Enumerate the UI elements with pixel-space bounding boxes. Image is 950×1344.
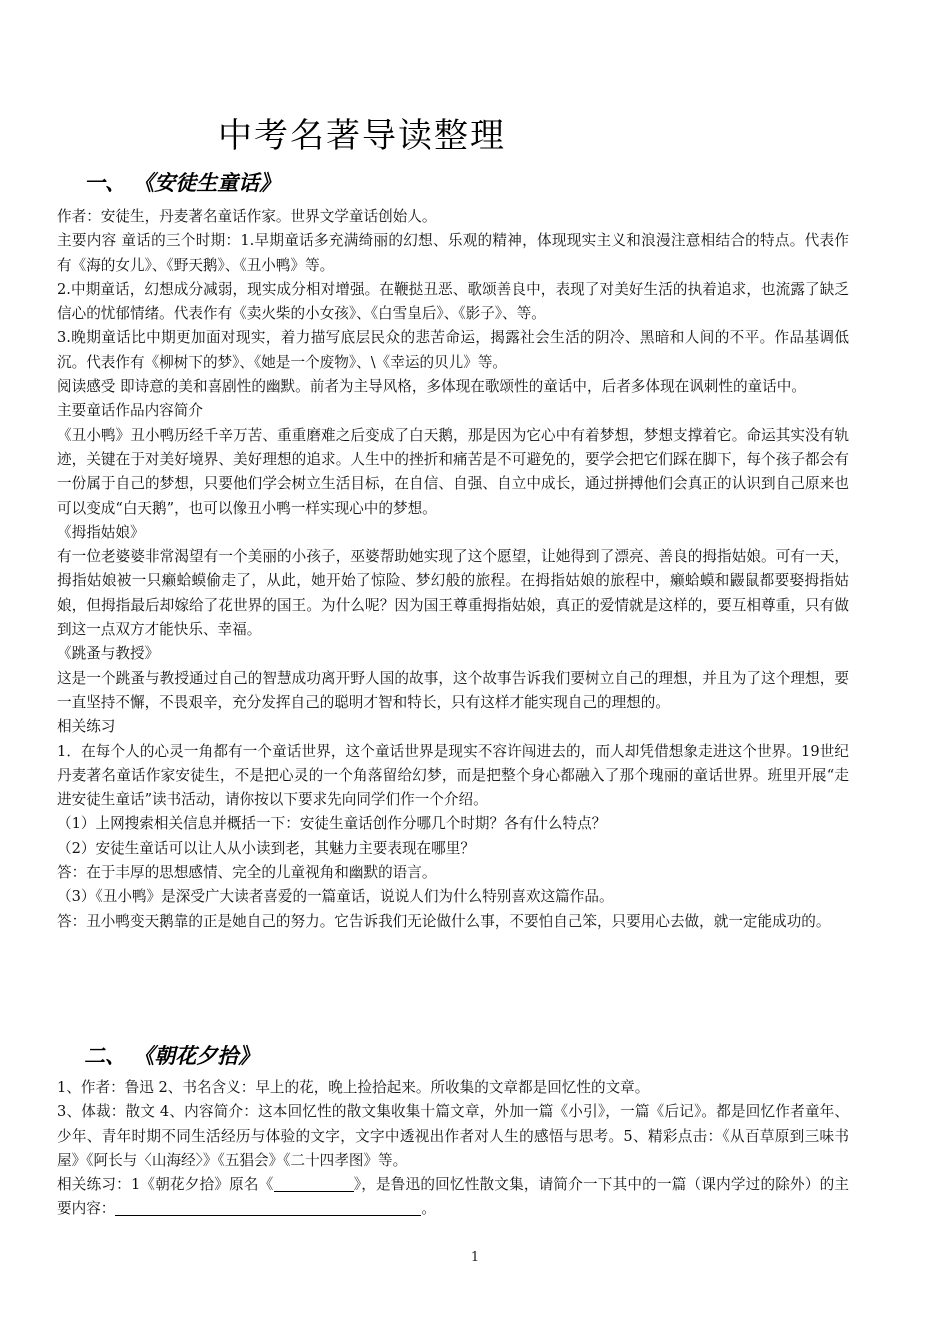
- paragraph: （2）安徒生童话可以让人从小读到老，其魅力主要表现在哪里？: [57, 839, 475, 857]
- section-2-body: [57, 1076, 849, 1222]
- paragraph: （3）《丑小鸭》是深受广大读者喜爱的一篇童话，说说人们为什么特别喜欢这篇作品。: [57, 888, 614, 906]
- paragraph: 答：在于丰厚的思想感情、完全的儿童视角和幽默的语言。: [57, 864, 437, 882]
- paragraph: 3、体裁：散文 4、内容简介：这本回忆性的散文集收集十篇文章，外加一篇《小引》，一篇《后记》。都是回忆作者童年、少年、青年时期不同生活经历与体验的文字，文字中透视出作者对人生的感悟与思考。5、精彩点击：《从百草原到三味书屋》《阿长与〈山海经〉》《五猖会》《二十四孝图》等。: [57, 1103, 849, 1169]
- paragraph: 1．在每个人的心灵一角都有一个童话世界，这个童话世界是现实不容许闯进去的，而人却凭借想象走进这个世界。19世纪丹麦著名童话作家安徒生，不是把心灵的一个角落留给幻梦，而是把整个身心都融入了那个瑰丽的童话世界。班里开展“走进安徒生童话”读书活动，请你按以下要求先向同学们作一个介绍。: [57, 742, 849, 809]
- section-1-heading: 一、 《安徒生童话》: [84, 170, 281, 195]
- paragraph: 这是一个跳蚤与教授通过自己的智慧成功离开野人国的故事，这个故事告诉我们要树立自己的理想，并且为了这个理想，要一直坚持不懈，不畏艰辛，充分发挥自己的聪明才智和特长，只有这样才能实现自己的理想的。: [57, 669, 849, 711]
- exercise-text: 。: [421, 1200, 436, 1218]
- section-1-body: [57, 205, 849, 934]
- paragraph: 2.中期童话，幻想成分减弱，现实成分相对增强。在鞭挞丑恶、歌颂善良中，表现了对美好生活的执着追求，也流露了缺乏信心的忧郁情绪。代表作有《卖火柴的小女孩》、《白雪皇后》、《影子》、等。: [57, 280, 849, 323]
- exercise-text: 相关练习：1《朝花夕拾》原名《: [57, 1176, 274, 1194]
- exercise-text: 》，是鲁迅的回忆性散文集，请简介一下其中的一篇（课内学过的除外）的主要内容：: [57, 1176, 849, 1218]
- paragraph: 主要内容 童话的三个时期：1.早期童话多充满绮丽的幻想、乐观的精神，体现现实主义和浪漫注意相结合的特点。代表作有《海的女儿》、《野天鹅》、《丑小鸭》等。: [57, 232, 849, 274]
- exercise-paragraph: [57, 1173, 849, 1222]
- paragraph: 3.晚期童话比中期更加面对现实，着力描写底层民众的悲苦命运，揭露社会生活的阴冷、黑暗和人间的不平。作品基调低沉。代表作有《柳树下的梦》、《她是一个废物》、\《幸运的贝儿》等。: [57, 329, 849, 371]
- page-title: 中考名著导读整理: [218, 116, 506, 156]
- paragraph: 有一位老婆婆非常渴望有一个美丽的小孩子，巫婆帮助她实现了这个愿望，让她得到了漂亮、善良的拇指姑娘。可有一天，拇指姑娘被一只癞蛤蟆偷走了，从此，她开始了惊险、梦幻般的旅程。在拇指姑娘的旅程中，癞蛤蟆和鼹鼠都要娶拇指姑娘，但拇指最后却嫁给了花世界的国王。为什么呢？因为国王尊重拇指姑娘，真正的爱情就是这样的，要互相尊重，只有做到这一点双方才能快乐、幸福。: [57, 548, 849, 639]
- section-2-heading: 二、 《朝花夕拾》: [84, 1043, 260, 1068]
- paragraph: 作者：安徒生，丹麦著名童话作家。世界文学童话创始人。: [57, 208, 437, 225]
- paragraph: 《拇指姑娘》: [57, 523, 145, 541]
- paragraph: 《跳蚤与教授》: [57, 645, 160, 663]
- page-number: 1: [470, 1250, 480, 1265]
- answer-blank-summary[interactable]: [115, 1199, 421, 1216]
- paragraph: 阅读感受 即诗意的美和喜剧性的幽默。前者为主导风格，多体现在歌颂性的童话中，后者多体现在讽刺性的童话中。: [57, 378, 806, 396]
- paragraph: 相关练习: [57, 718, 116, 736]
- paragraph: 主要童话作品内容简介: [57, 402, 203, 420]
- paragraph: 答：丑小鸭变天鹅靠的正是她自己的努力。它告诉我们无论做什么事，不要怕自己笨，只要用心去做，就一定能成功的。: [57, 912, 831, 930]
- answer-blank-original-title[interactable]: [274, 1175, 354, 1192]
- paragraph: 1、作者：鲁迅 2、书名含义：早上的花，晚上捡拾起来。所收集的文章都是回忆性的文章。: [57, 1079, 650, 1096]
- paragraph: 《丑小鸭》丑小鸭历经千辛万苦、重重磨难之后变成了白天鹅，那是因为它心中有着梦想，梦想支撑着它。命运其实没有轨迹，关键在于对美好境界、美好理想的追求。人生中的挫折和痛苦是不可避免的，要学会把它们踩在脚下，每个孩子都会有一份属于自己的梦想，只要他们学会树立生活目标，在自信、自强、自立中成长，通过拼搏他们会真正的认识到自己原来也可以变成“白天鹅”，也可以像丑小鸭一样实现心中的梦想。: [57, 426, 849, 517]
- paragraph: （1）上网搜索相关信息并概括一下：安徒生童话创作分哪几个时期？各有什么特点？: [57, 815, 607, 833]
